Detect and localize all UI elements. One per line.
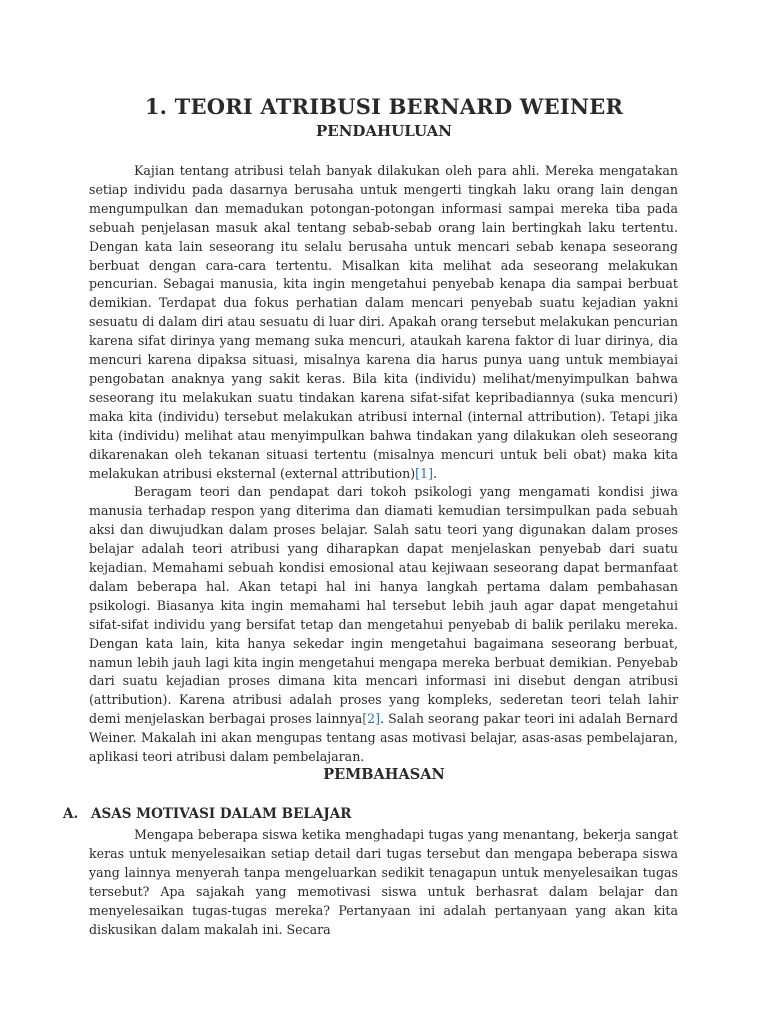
subsection-heading: [63, 806, 351, 822]
intro-body: [89, 162, 678, 767]
intro-paragraph-2-text: Beragam teori dan pendapat dari tokoh psikologi yang mengamati kondisi jiwa manusia terhadap respon yang diterima dan diamati kemudian tersimpulkan pada sebuah aksi dan diwujudkan dalam proses belajar. Salah satu teori yang digunakan dalam proses belajar adalah teori atribusi yang diharapkan dapat menjelaskan penyebab dari suatu kejadian. Memahami sebuah kondisi emosional atau kejiwaan seseorang dapat bermanfaat dalam beberapa hal. Akan tetapi hal ini hanya langkah pertama dalam pembahasan psikologi. Biasanya kita ingin memahami hal tersebut lebih jauh agar dapat mengetahui sifat-sifat individu yang bersifat tetap dan mengetahui penyebab di balik perilaku mereka. Dengan kata lain, kita hanya sekedar ingin mengetahui bagaimana seseorang berbuat, namun lebih jauh lagi kita ingin mengetahui mengapa mereka berbuat demikian. Penyebab dari suatu kejadian proses dimana kita mencari informasi ini disebut dengan atribusi (attribution). Karena atribusi adalah proses yang kompleks, sederetan teori telah lahir demi menjelaskan berbagai proses lainnya: [89, 484, 678, 727]
section-body: [89, 826, 678, 939]
intro-paragraph-1-end: .: [432, 465, 437, 481]
section-heading-pembahasan: PEMBAHASAN: [323, 766, 445, 783]
subsection-marker: A.: [63, 806, 79, 822]
section-title-pendahuluan: PENDAHULUAN: [315, 122, 453, 140]
intro-paragraph-1: [89, 162, 678, 483]
section-paragraph-1: Mengapa beberapa siswa ketika menghadapi tugas yang menantang, bekerja sangat keras untuk menyelesaikan setiap detail dari tugas tersebut dan mengapa beberapa siswa yang lainnya menyerah tanpa mengeluarkan sedikit tenagapun untuk menyelesaikan tugas tersebut? Apa sajakah yang memotivasi siswa untuk berhasrat dalam belajar dan menyelesaikan tugas-tugas mereka? Pertanyaan ini adalah pertanyaan yang akan kita diskusikan dalam makalah ini. Secara: [89, 827, 678, 937]
citation-link-2[interactable]: [2]: [362, 711, 381, 727]
intro-paragraph-2-rest: . Salah seorang pakar teori ini adalah Bernard Weiner. Makalah ini akan mengupas tentang asas motivasi belajar, asas-asas pembelajaran, aplikasi teori atribusi dalam pembelajaran.: [89, 711, 679, 765]
page-title: 1. TEORI ATRIBUSI BERNARD WEINER: [144, 94, 624, 119]
citation-link-1[interactable]: [1]: [415, 465, 433, 481]
subsection-title: ASAS MOTIVASI DALAM BELAJAR: [91, 806, 352, 822]
intro-paragraph-1-text: Kajian tentang atribusi telah banyak dilakukan oleh para ahli. Mereka mengatakan setiap individu pada dasarnya berusaha untuk mengerti tingkah laku orang lain dengan mengumpulkan dan memadukan potongan-potongan informasi sampai mereka tiba pada sebuah penjelasan masuk akal tentang sebab-sebab orang lain bertingkah laku tertentu. Dengan kata lain seseorang itu selalu berusaha untuk mencari sebab kenapa seseorang berbuat dengan cara-cara tertentu. Misalkan kita melihat ada seseorang melakukan pencurian. Sebagai manusia, kita ingin mengetahui penyebab kenapa dia sampai berbuat demikian. Terdapat dua fokus perhatian dalam mencari penyebab suatu kejadian yakni sesuatu di dalam diri atau sesuatu di luar diri. Apakah orang tersebut melakukan pencurian karena sifat dirinya yang memang suka mencuri, ataukah karena faktor di luar dirinya, dia mencuri karena dipaksa situasi, misalnya karena dia harus punya uang untuk membiayai pengobatan anaknya yang sakit keras. Bila kita (individu) melihat/menyimpulkan bahwa seseorang itu melakukan suatu tindakan karena sifat-sifat kepribadiannya (suka mencuri) maka kita (individu) tersebut melakukan atribusi internal (internal attribution). Tetapi jika kita (individu) melihat atau menyimpulkan bahwa tindakan yang dilakukan oleh seseorang dikarenakan oleh tekanan situasi tertentu (misalnya mencuri untuk beli obat) maka kita melakukan atribusi eksternal (external attribution): [89, 163, 679, 481]
intro-paragraph-2: [89, 483, 678, 767]
